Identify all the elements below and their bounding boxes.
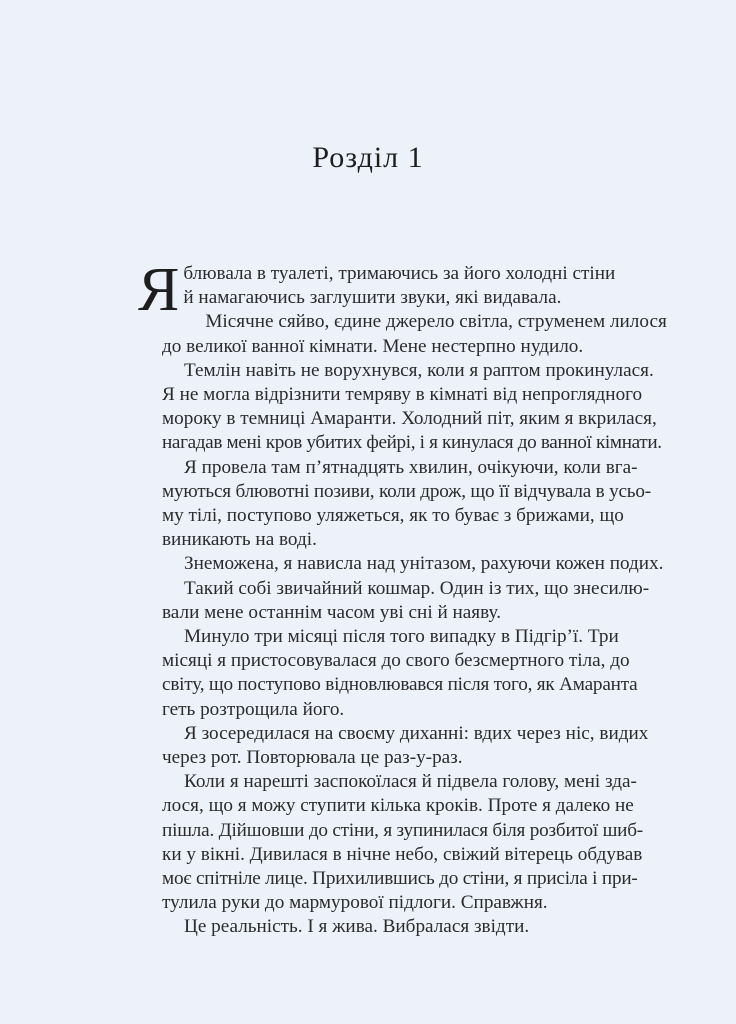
paragraph-3 bbox=[140, 359, 662, 456]
text-line: тулила руки до мармурової підлоги. Справжня. bbox=[162, 892, 548, 914]
paragraph-9 bbox=[140, 770, 643, 915]
text-line: місяці я пристосовувалася до свого безсмертного тіла, до bbox=[162, 650, 630, 672]
text-line: нагадав мені кров убитих фейрі, і я кинулася до ванної кімнати. bbox=[162, 432, 662, 454]
text-line: світу, що поступово відновлювався після того, як Амаранта bbox=[162, 674, 638, 696]
text-line: лося, що я можу ступити кілька кроків. Проте я далеко не bbox=[162, 795, 634, 817]
text-line: Це реальність. І я жива. Вибралася звідти. bbox=[184, 916, 530, 938]
drop-cap: Я bbox=[138, 256, 180, 324]
paragraph-7 bbox=[140, 625, 638, 722]
text-line: ки у вікні. Дивилася в нічне небо, свіжий вітерець обдував bbox=[162, 843, 643, 865]
paragraph-5 bbox=[140, 552, 664, 576]
text-line: муються блювотні позиви, коли дрож, що її відчувала в усьо- bbox=[162, 480, 651, 502]
text-line: Місячне сяйво, єдине джерело світла, струменем лилося bbox=[205, 311, 667, 333]
chapter-body bbox=[138, 256, 667, 940]
text-line: вали мене останнім часом уві сні й наяву. bbox=[162, 601, 501, 623]
text-line: пішла. Дійшовши до стіни, я зупинилася біля розбитої шиб- bbox=[162, 819, 643, 841]
paragraph-4 bbox=[140, 456, 651, 553]
text-line: му тілі, поступово уляжеться, як то буває з брижами, що bbox=[162, 505, 624, 527]
text-line: Я не могла відрізнити темряву в кімнаті від непроглядного bbox=[162, 384, 643, 406]
text-line: моє спітніле лице. Прихилившись до стіни, я присіла і при- bbox=[162, 868, 638, 890]
text-line: Знеможена, я нависла над унітазом, рахуючи кожен подих. bbox=[184, 553, 664, 575]
text-line: до великої ванної кімнати. Мене нестерпно нудило. bbox=[162, 335, 584, 357]
text-line: через рот. Повторювала це раз-у-раз. bbox=[162, 747, 463, 769]
paragraph-2 bbox=[140, 310, 667, 358]
text-line: геть розтрощила його. bbox=[162, 698, 345, 720]
text-line: Я зосередилася на своєму диханні: вдих через ніс, видих bbox=[184, 722, 649, 744]
text-line: Минуло три місяці після того випадку в Підгір’ї. Три bbox=[184, 626, 619, 648]
chapter-title: Розділ 1 bbox=[312, 141, 424, 174]
text-line: мороку в темниці Амаранти. Холодний піт, яким я вкрилася, bbox=[162, 408, 657, 430]
paragraph-6 bbox=[140, 577, 650, 625]
paragraph-8 bbox=[140, 722, 649, 770]
paragraph-10 bbox=[140, 915, 600, 939]
text-line: Темлін навіть не ворухнувся, коли я раптом прокинулася. bbox=[184, 359, 654, 381]
text-line: Я провела там п’ятнадцять хвилин, очікуючи, коли вга- bbox=[184, 456, 638, 478]
text-line: Такий собі звичайний кошмар. Один із тих, що знесилю- bbox=[184, 577, 650, 599]
text-line: й намагаючись заглушити звуки, які видавала. bbox=[183, 287, 562, 309]
text-line: виникають на воді. bbox=[162, 529, 317, 551]
text-line: Коли я нарешті заспокоїлася й підвела голову, мені зда- bbox=[184, 771, 637, 793]
text-line: блювала в туалеті, тримаючись за його холодні стіни bbox=[183, 263, 616, 284]
